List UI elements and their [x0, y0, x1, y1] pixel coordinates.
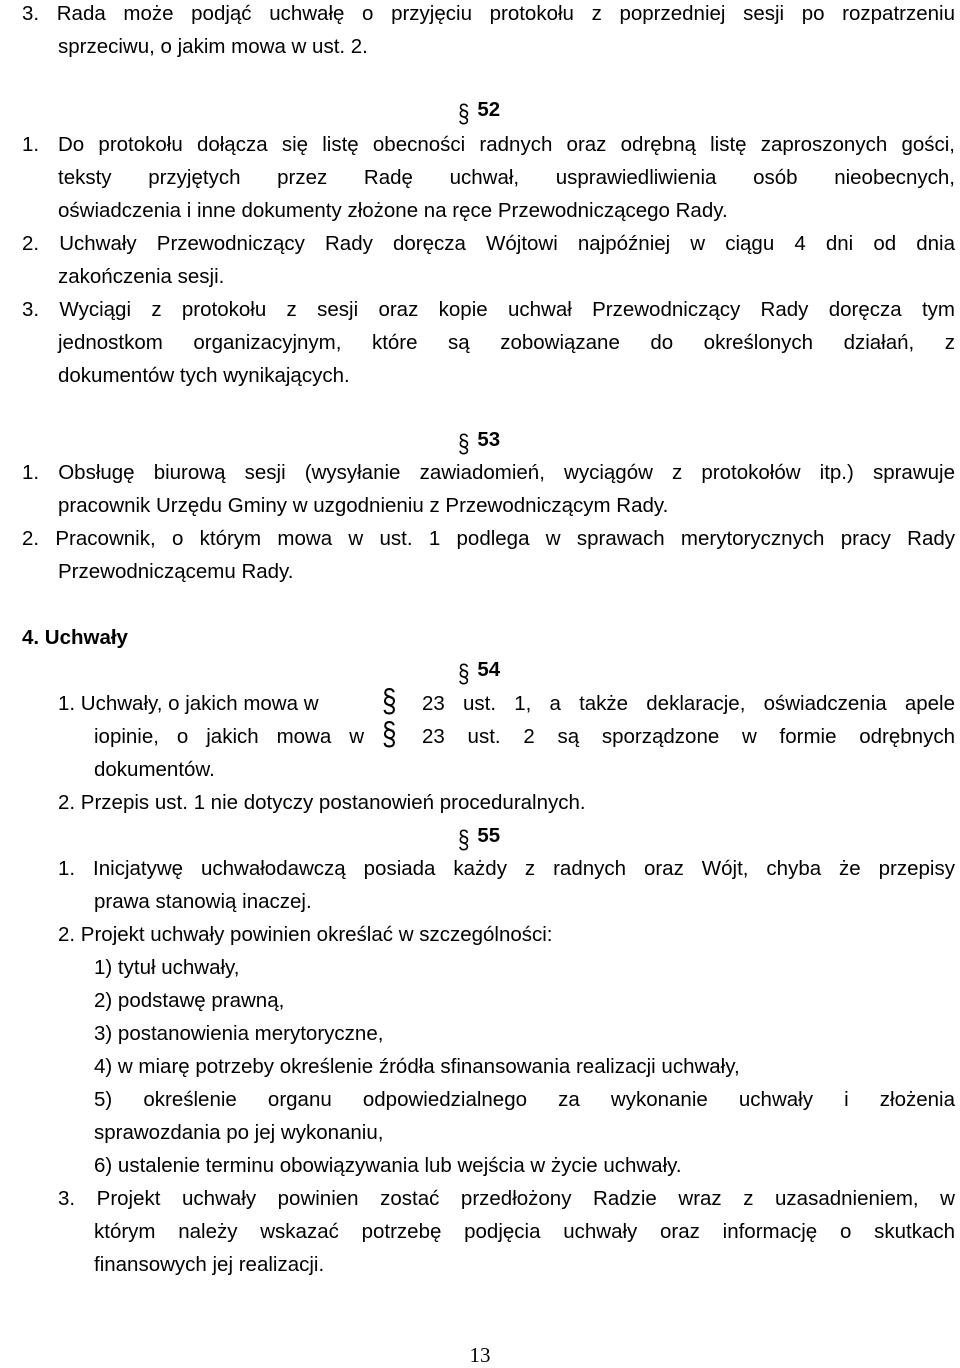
chapter-heading: 4. Uchwały [22, 626, 128, 649]
section-sign-icon: § [458, 826, 470, 855]
list-item: 1) tytuł uchwały, [94, 956, 240, 979]
list-item: 6) ustalenie terminu obowiązywania lub wejścia w życie uchwały. [94, 1154, 682, 1177]
paragraph-line: 2. Uchwały Przewodniczący Rady doręcza Wójtowi najpóźniej w ciągu 4 dni od dnia [22, 232, 955, 255]
paragraph-line: dokumentów. [94, 758, 215, 781]
paragraph-line: zakończenia sesji. [58, 265, 225, 288]
paragraph-line: sprzeciwu, o jakim mowa w ust. 2. [58, 35, 368, 58]
paragraph-line: którym należy wskazać potrzebę podjęcia uchwały oraz informację o skutkach [94, 1220, 955, 1243]
section-heading-52: § 52 [458, 96, 500, 124]
page-number: 13 [469, 1343, 491, 1367]
section-heading-55: § 55 [458, 822, 500, 850]
paragraph-line: 1. Obsługę biurową sesji (wysyłanie zawiadomień, wyciągów z protokołów itp.) sprawuje [22, 461, 955, 484]
paragraph-line: jednostkom organizacyjnym, które są zobowiązane do określonych działań, z [58, 331, 955, 354]
paragraph-line: 3. Projekt uchwały powinien zostać przedłożony Radzie wraz z uzasadnieniem, w [58, 1187, 955, 1210]
section-sign-icon: § [458, 430, 470, 459]
paragraph-line: 3. Wyciągi z protokołu z sesji oraz kopie uchwał Przewodniczący Rady doręcza tym [22, 298, 955, 321]
list-item: 3) postanowienia merytoryczne, [94, 1022, 384, 1045]
paragraph-line: 23 ust. 1, a także deklaracje, oświadczenia apele [422, 692, 955, 715]
paragraph-line: 1. Inicjatywę uchwałodawczą posiada każdy z radnych oraz Wójt, chyba że przepisy [58, 857, 955, 880]
list-number: 1. [22, 133, 40, 156]
paragraph-line: finansowych jej realizacji. [94, 1253, 325, 1276]
paragraph-line: dokumentów tych wynikających. [58, 364, 350, 387]
list-item: 2) podstawę prawną, [94, 989, 285, 1012]
paragraph-line: Przewodniczącemu Rady. [58, 560, 294, 583]
paragraph-line: Do protokołu dołącza się listę obecności radnych oraz odrębną listę zaproszonych gości, [58, 133, 955, 156]
section-sign-icon: § [382, 681, 397, 719]
section-sign-icon: § [458, 100, 470, 129]
list-item: sprawozdania po jej wykonaniu, [94, 1121, 384, 1144]
paragraph-line: iopinie, o jakich mowa w [94, 725, 364, 748]
paragraph-line: pracownik Urzędu Gminy w uzgodnieniu z Przewodniczącym Rady. [58, 494, 669, 517]
paragraph-line: 1. Uchwały, o jakich mowa w [58, 692, 319, 715]
paragraph-line: 2. Projekt uchwały powinien określać w szczególności: [58, 923, 553, 946]
section-sign-icon: § [382, 714, 397, 752]
list-item: 5) określenie organu odpowiedzialnego za wykonanie uchwały i złożenia [94, 1088, 955, 1111]
paragraph-line: 2. Pracownik, o którym mowa w ust. 1 podlega w sprawach merytorycznych pracy Rady [22, 527, 955, 550]
list-item: 4) w miarę potrzeby określenie źródła sfinansowania realizacji uchwały, [94, 1055, 740, 1078]
section-heading-54: § 54 [458, 656, 500, 684]
section-heading-53: § 53 [458, 426, 500, 454]
section-sign-icon: § [458, 660, 470, 689]
paragraph-line: 23 ust. 2 są sporządzone w formie odrębnych [422, 725, 955, 748]
paragraph-line: teksty przyjętych przez Radę uchwał, usprawiedliwienia osób nieobecnych, [58, 166, 955, 189]
paragraph-line: 3. Rada może podjąć uchwałę o przyjęciu protokołu z poprzedniej sesji po rozpatrzeniu [22, 2, 955, 25]
paragraph-line: 2. Przepis ust. 1 nie dotyczy postanowień proceduralnych. [58, 791, 586, 814]
paragraph-line: prawa stanowią inaczej. [94, 890, 312, 913]
paragraph-line: oświadczenia i inne dokumenty złożone na ręce Przewodniczącego Rady. [58, 199, 728, 222]
